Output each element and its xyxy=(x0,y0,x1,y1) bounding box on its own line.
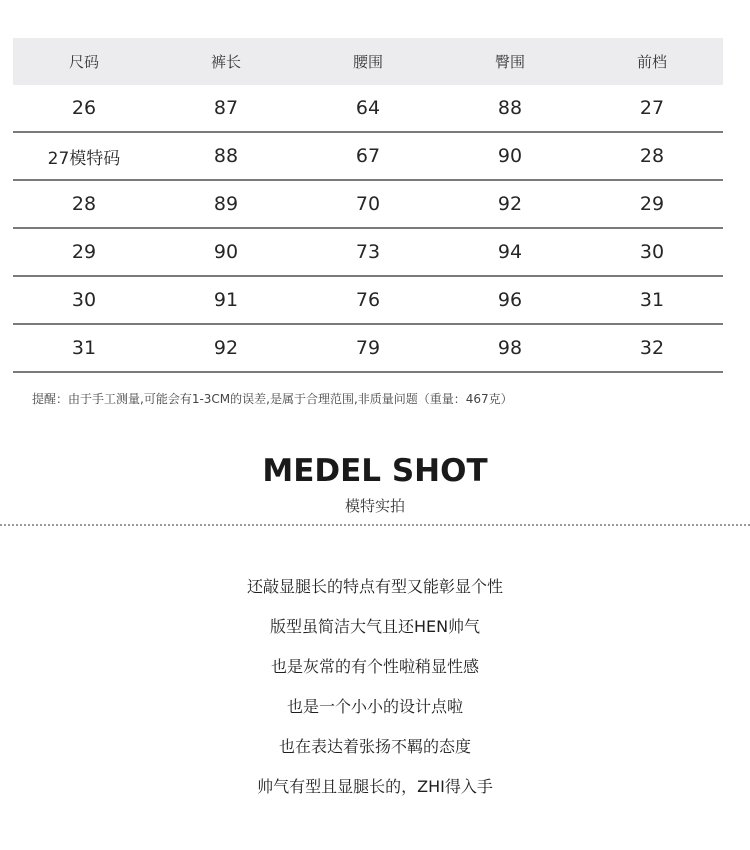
table-row xyxy=(13,180,723,228)
cell-front-rise: 29 xyxy=(581,180,723,228)
section-title: MEDEL SHOT xyxy=(262,453,488,489)
description-line: 还敲显腿长的特点有型又能彰显个性 xyxy=(246,577,503,596)
cell-length: 87 xyxy=(155,85,297,132)
product-description xyxy=(0,567,750,807)
description-line: 帅气有型且显腿长的，ZHI得入手 xyxy=(257,777,493,796)
section-subtitle: 模特实拍 xyxy=(344,497,405,515)
cell-length: 89 xyxy=(155,180,297,228)
description-line: 版型虽简洁大气且还HEN帅气 xyxy=(269,617,481,636)
cell-size: 27模特码 xyxy=(13,132,155,180)
cell-hip: 90 xyxy=(439,132,581,180)
description-line: 也是灰常的有个性啦稍显性感 xyxy=(270,657,479,676)
cell-waist: 76 xyxy=(297,276,439,324)
description-line: 也在表达着张扬不羁的态度 xyxy=(278,737,471,756)
header-waist: 腰围 xyxy=(297,38,439,85)
measurement-note: 提醒：由于手工测量,可能会有1-3CM的误差,是属于合理范围,非质量问题（重量：467克） xyxy=(32,392,513,406)
size-chart-table xyxy=(13,38,723,373)
table-row xyxy=(13,85,723,132)
cell-front-rise: 30 xyxy=(581,228,723,276)
cell-hip: 98 xyxy=(439,324,581,372)
table-row xyxy=(13,324,723,372)
table-row xyxy=(13,276,723,324)
table-row xyxy=(13,132,723,180)
cell-front-rise: 31 xyxy=(581,276,723,324)
header-front-rise: 前档 xyxy=(581,38,723,85)
cell-front-rise: 32 xyxy=(581,324,723,372)
header-length: 裤长 xyxy=(155,38,297,85)
cell-waist: 79 xyxy=(297,324,439,372)
cell-front-rise: 27 xyxy=(581,85,723,132)
cell-length: 92 xyxy=(155,324,297,372)
cell-hip: 92 xyxy=(439,180,581,228)
cell-front-rise: 28 xyxy=(581,132,723,180)
table-row xyxy=(13,228,723,276)
dotted-divider xyxy=(0,524,750,526)
cell-size: 31 xyxy=(13,324,155,372)
cell-waist: 70 xyxy=(297,180,439,228)
cell-length: 88 xyxy=(155,132,297,180)
cell-waist: 64 xyxy=(297,85,439,132)
size-chart-header-row xyxy=(13,38,723,85)
cell-size: 30 xyxy=(13,276,155,324)
cell-waist: 73 xyxy=(297,228,439,276)
header-size: 尺码 xyxy=(13,38,155,85)
cell-hip: 88 xyxy=(439,85,581,132)
cell-waist: 67 xyxy=(297,132,439,180)
cell-size: 29 xyxy=(13,228,155,276)
description-line: 也是一个小小的设计点啦 xyxy=(286,697,463,716)
header-hip: 臀围 xyxy=(439,38,581,85)
cell-length: 91 xyxy=(155,276,297,324)
cell-hip: 96 xyxy=(439,276,581,324)
cell-hip: 94 xyxy=(439,228,581,276)
cell-size: 26 xyxy=(13,85,155,132)
cell-length: 90 xyxy=(155,228,297,276)
cell-size: 28 xyxy=(13,180,155,228)
